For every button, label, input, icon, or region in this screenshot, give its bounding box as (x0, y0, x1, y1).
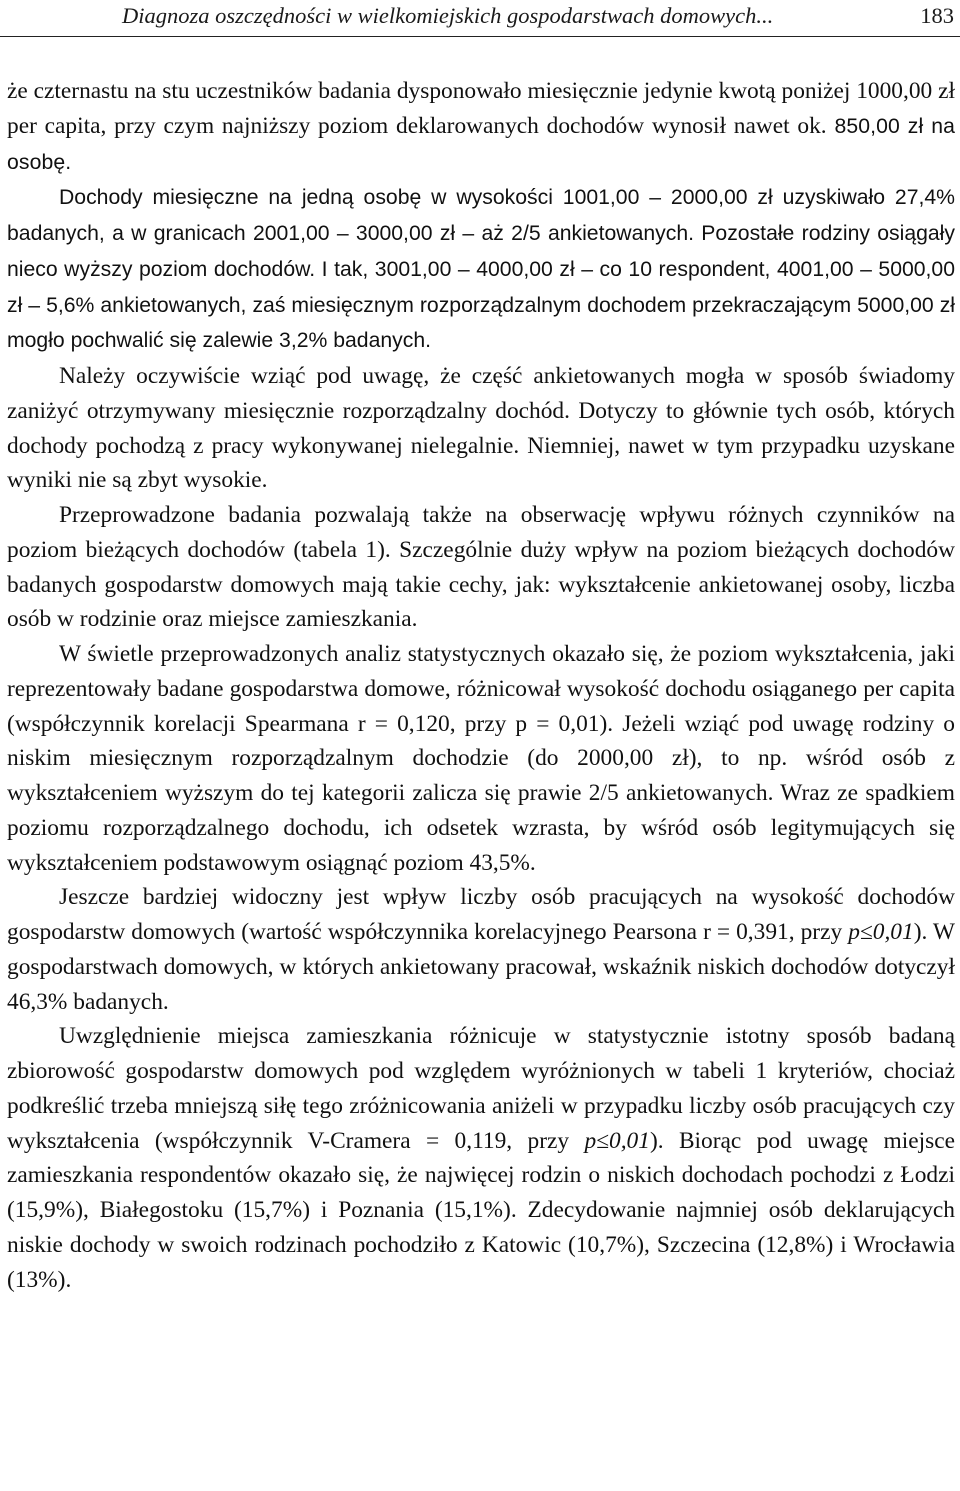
paragraph-7-text-a: Uwzględnienie miejsca zamieszkania różnicuje w statystycznie istotny sposób badaną zbiorowość gospodarstw domowych pod względem wyróżnionych w tabeli 1 kryteriów, chociaż podkreślić trzeba mniejszą siłę tego zróżnicowania aniżeli w przypadku liczby osób pracujących czy wykształcenia (współczynnik V-Cramera = 0,119, przy (7, 1023, 955, 1154)
paragraph-1-tail: 850,00 zł na osobę. (7, 114, 955, 174)
paragraph-3: Należy oczywiście wziąć pod uwagę, że część ankietowanych mogła w sposób świadomy zaniżyć otrzymywany miesięcznie rozporządzalny dochód. Dotyczy to głównie tych osób, których dochody pochodzą z pracy wykonywanej nielegalnie. Niemniej, nawet w tym przypadku uzyskane wyniki nie są zbyt wysokie. (7, 363, 955, 494)
paragraph-2 (7, 180, 955, 359)
paragraph-6-text-a: Jeszcze bardziej widoczny jest wpływ liczby osób pracujących na wysokość dochodów gospodarstw domowych (wartość współczynnika korelacyjnego Pearsona r = 0,391, przy (7, 884, 955, 945)
paragraph-7 (7, 1019, 955, 1297)
paragraph-7-text-b: ). Biorąc pod uwagę miejsce zamieszkania respondentów okazało się, że najwięcej rodzin o niskich dochodach pochodzi z Łodzi (15,9%), Białegostoku (15,7%) i Poznania (15,1%). Zdecydowanie najmniej osób deklarujących niskie dochody w swoich rodzinach pochodziło z Katowic (10,7%), Szczecina (12,8%) i Wrocławia (13%). (7, 1127, 955, 1293)
paragraph-6-p-value: p≤0,01 (848, 919, 914, 945)
body-text (7, 74, 955, 1297)
paragraph-2-text: Dochody miesięczne na jedną osobę w wysokości 1001,00 – 2000,00 zł uzyskiwało 27,4% badanych, a w granicach 2001,00 – 3000,00 zł – aż 2/5 ankietowanych. Pozostałe rodziny osiągały nieco wyższy poziom dochodów. I tak, 3001,00 – 4000,00 zł – co 10 respondent, 4001,00 – 5000,00 zł – 5,6% ankietowanych, zaś miesięcznym rozporządzalnym dochodem przekraczającym 5000,00 zł mogło pochwalić się zalewie 3,2% badanych. (7, 186, 955, 353)
running-header-title: Diagnoza oszczędności w wielkomiejskich gospodarstwach domowych... (122, 3, 774, 28)
paragraph-1-text: że czternastu na stu uczestników badania dysponowało miesięcznie jedynie kwotą poniżej 1000,00 zł per capita, przy czym najniższy poziom deklarowanych dochodów wynosił nawet ok. (7, 78, 955, 139)
paragraph-7-p-value: p≤0,01 (584, 1127, 650, 1154)
paragraph-1 (7, 74, 955, 180)
paragraph-4: Przeprowadzone badania pozwalają także na obserwację wpływu różnych czynników na poziom bieżących dochodów (tabela 1). Szczególnie duży wpływ na poziom bieżących dochodów badanych gospodarstw domowych mają takie cechy, jak: wykształcenie ankietowanej osoby, liczba osób w rodzinie oraz miejsce zamieszkania. (7, 502, 955, 633)
paragraph-6-text-b: ). W gospodarstwach domowych, w których ankietowany pracował, wskaźnik niskich dochodów dotyczył 46,3% badanych. (7, 919, 956, 1015)
paragraph-6 (7, 880, 955, 1019)
running-header (0, 0, 960, 37)
page-number: 183 (920, 3, 954, 28)
paragraph-5: W świetle przeprowadzonych analiz statystycznych okazało się, że poziom wykształcenia, jaki reprezentowały badane gospodarstwa domowe, różnicował wysokość dochodu osiąganego per capita (współczynnik korelacji Spearmana r = 0,120, przy p = 0,01). Jeżeli wziąć pod uwagę rodziny o niskim miesięcznym rozporządzalnym dochodzie (do 2000,00 zł), to np. wśród osób z wykształceniem wyższym do tej kategorii zalicza się prawie 2/5 ankietowanych. Wraz ze spadkiem poziomu rozporządzalnego dochodu, ich odsetek wzrasta, by wśród osób legitymujących się wykształceniem podstawowym osiągnąć poziom 43,5%. (7, 641, 955, 876)
